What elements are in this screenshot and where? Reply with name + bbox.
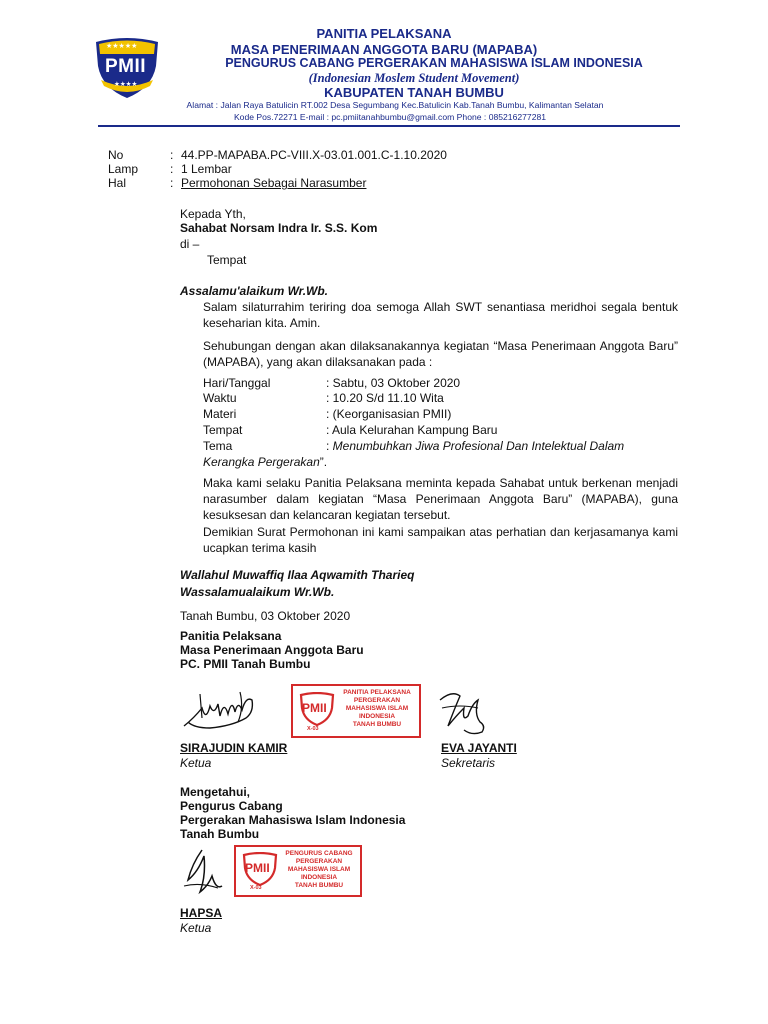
sign-org-2: Masa Penerimaan Anggota Baru [180,643,364,657]
stamp-line: MAHASISWA ISLAM [287,866,351,873]
signature-2-icon [434,686,494,738]
sign-org-1: Panitia Pelaksana [180,629,282,643]
lamp-value: 1 Lembar [181,162,232,176]
recipient-greeting: Kepada Yth, [180,207,246,221]
recipient-place: Tempat [207,253,247,267]
stamp-line: TANAH BUMBU [352,721,402,728]
header-organization: PENGURUS CABANG PERGERAKAN MAHASISWA ISLAM INDONESIA [225,56,643,70]
no-label: No [108,148,124,162]
detail-value: : Sabtu, 03 Oktober 2020 [326,376,461,390]
signer-3-name: HAPSA [180,906,223,920]
header-committee: PANITIA PELAKSANA [316,26,452,41]
theme-continuation [203,455,327,469]
lamp-colon: : [170,162,174,176]
hal-value: Permohonan Sebagai Narasumber [181,176,367,190]
acknowledged-title: Mengetahui, [180,785,251,799]
signer-2-name: EVA JAYANTI [441,741,517,755]
detail-label: Materi [203,407,237,421]
hal-label: Hal [108,176,127,190]
logo-stars-top: ★★★★★ [106,43,138,50]
detail-label: Hari/Tanggal [203,376,271,390]
stamp-line: INDONESIA [300,874,338,881]
detail-label: Waktu [203,391,237,405]
detail-value: : Aula Kelurahan Kampung Baru [326,423,498,437]
signature-1-icon [180,688,275,733]
header-tagline: (Indonesian Moslem Student Movement) [308,71,520,85]
recipient-name: Sahabat Norsam Indra Ir. S.S. Kom [180,221,378,235]
paragraph-1 [180,299,678,331]
header-region: KABUPATEN TANAH BUMBU [324,85,504,100]
detail-value: : 10.20 S/d 11.10 Wita [326,391,444,405]
letter-date: Tanah Bumbu, 03 Oktober 2020 [180,609,351,623]
theme-text: Menumbuhkan Jiwa Profesional Dan Intelektual Dalam [332,439,625,453]
theme-continuation-text: Kerangka Pergerakan [203,455,320,469]
header-address: Alamat : Jalan Raya Batulicin RT.002 Desa Segumbang Kec.Batulicin Kab.Tanah Bumbu, Kalimantan Selatan [186,100,604,110]
paragraph-4 [180,524,678,556]
detail-value: : (Keorganisasian PMII) [326,407,452,421]
paragraph-3 [180,475,678,523]
paragraph-2 [180,338,678,370]
acknowledged-org-2: Pergerakan Mahasiswa Islam Indonesia [180,813,406,827]
header-contact: Kode Pos.72271 E-mail : pc.pmiitanahbumbu@gmail.com Phone : 085216277281 [233,112,547,122]
closing-salam: Wassalamualaikum Wr.Wb. [180,585,335,599]
signer-3-role: Ketua [180,921,212,935]
committee-stamp [291,684,421,738]
no-value: 44.PP-MAPABA.PC-VIII.X-03.01.001.C-1.10.2020 [181,148,447,162]
signer-2-role: Sekretaris [441,756,496,770]
sign-org-3: PC. PMII Tanah Bumbu [180,657,311,671]
signature-3-icon [178,846,228,900]
stamp-logo-text: PMII [245,861,270,875]
paragraph-4-text: Demikian Surat Permohonan ini kami sampaikan atas perhatian dan kerjasamanya kami ucapkan terima kasih [203,525,678,555]
lamp-label: Lamp [108,162,139,176]
stamp-line: TANAH BUMBU [294,882,344,889]
signer-1-name: SIRAJUDIN KAMIR [180,741,288,755]
logo-text: PMII [105,56,147,77]
stamp-line: PERGERAKAN [295,858,343,865]
recipient-di: di – [180,237,200,251]
branch-stamp [234,845,362,897]
paragraph-1-text: Salam silaturrahim teriring doa semoga Allah SWT senantiasa meridhoi segala bentuk keseharian kita. Amin. [203,300,678,330]
stamp-line: MAHASISWA ISLAM [345,705,409,712]
stamp-line: PENGURUS CABANG [285,850,353,857]
stamp-code: X-03 [307,726,319,732]
stamp-line: PERGERAKAN [353,697,401,704]
detail-label: Tema [203,439,233,453]
paragraph-2-text: Sehubungan dengan akan dilaksanakannya kegiatan “Masa Penerimaan Anggota Baru” (MAPABA), yang akan dilaksanakan pada : [203,339,678,369]
logo-stars-bottom: ★★★★ [114,81,138,88]
stamp-text [337,689,417,729]
closing-prayer: Wallahul Muwaffiq Ilaa Aqwamith Tharieq [180,568,415,582]
signer-1-role: Ketua [180,756,212,770]
acknowledged-org-3: Tanah Bumbu [180,827,260,841]
stamp-logo-text: PMII [302,701,327,715]
hal-colon: : [170,176,174,190]
paragraph-3-text: Maka kami selaku Panitia Pelaksana meminta kepada Sahabat untuk berkenan menjadi narasumber dalam kegiatan “Masa Penerimaan Anggota Baru” (MAPABA), guna kesuksesan dan kelancaran kegiatan tersebut. [203,476,678,522]
detail-value [326,439,624,453]
stamp-code: X-03 [250,885,262,891]
detail-label: Tempat [203,423,243,437]
stamp-text [280,850,358,890]
header-event: MASA PENERIMAAN ANGGOTA BARU (MAPABA) [230,42,538,57]
opening-salam: Assalamu'alaikum Wr.Wb. [180,284,329,298]
theme-end: ”. [319,455,328,469]
stamp-line: PANITIA PELAKSANA [343,689,411,696]
stamp-line: INDONESIA [358,713,396,720]
acknowledged-org-1: Pengurus Cabang [180,799,283,813]
header-divider [98,125,680,127]
no-colon: : [170,148,174,162]
detail-value-prefix: : [326,439,333,453]
